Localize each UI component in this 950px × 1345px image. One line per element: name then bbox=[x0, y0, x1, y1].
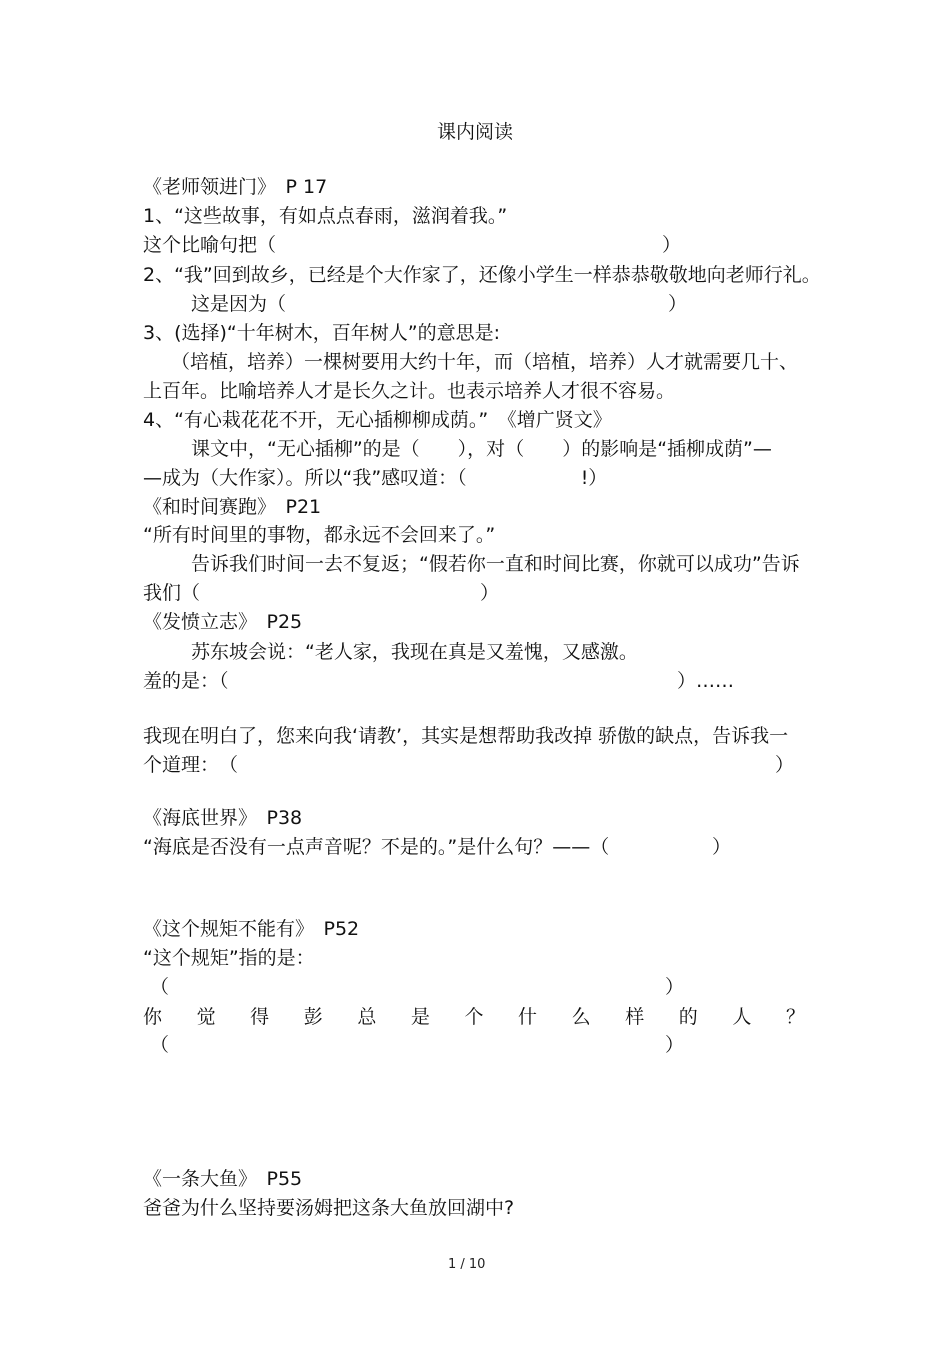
answer-blank-open: 我们（ bbox=[143, 582, 201, 604]
lesson-heading-rule: 《这个规矩不能有》 P52 bbox=[143, 918, 360, 940]
question-char: 总 bbox=[357, 1006, 377, 1028]
question-char: 彭 bbox=[303, 1006, 323, 1028]
question-text: 告诉我们时间一去不复返；“假若你一直和时间比赛，你就可以成功”告诉 bbox=[191, 553, 800, 575]
answer-blank-open: 个道理： （ bbox=[143, 754, 239, 776]
page-number: 1 / 10 bbox=[448, 1257, 486, 1272]
answer-blank-close: ） bbox=[775, 754, 795, 776]
lesson-heading-ambition: 《发愤立志》 P25 bbox=[143, 611, 303, 633]
question-char: 你 bbox=[143, 1006, 163, 1028]
answer-blank-open: （ bbox=[150, 1034, 170, 1056]
quote-text: “所有时间里的事物，都永远不会回来了。” bbox=[143, 524, 496, 546]
question-char: 么 bbox=[571, 1006, 591, 1028]
question-char: ？ bbox=[785, 1006, 805, 1028]
lesson-heading-fish: 《一条大鱼》 P55 bbox=[143, 1168, 303, 1190]
question-3-text: （培植，培养）一棵树要用大约十年，而（培植，培养）人才就需要几十、 bbox=[171, 351, 799, 373]
answer-blank-close: ） bbox=[668, 293, 688, 315]
lesson-heading-teacher: 《老师领进门》 P 17 bbox=[143, 176, 328, 198]
question-4: 4、“有心栽花花不开，无心插柳柳成荫。” 《增广贤文》 bbox=[143, 409, 612, 431]
answer-blank-close: ） bbox=[662, 234, 682, 256]
question-2: 2、“我”回到故乡，已经是个大作家了，还像小学生一样恭恭敬敬地向老师行礼。 bbox=[143, 264, 821, 286]
question-3: 3、(选择)“十年树木，百年树人”的意思是: bbox=[143, 322, 501, 344]
answer-blank-close: ） bbox=[665, 1034, 685, 1056]
question-text: 爸爸为什么坚持要汤姆把这条大鱼放回湖中? bbox=[143, 1197, 515, 1219]
quote-text: 苏东坡会说：“老人家，我现在真是又羞愧，又感激。 bbox=[191, 641, 638, 663]
answer-blank-open: 羞的是：（ bbox=[143, 670, 229, 692]
question-char: 觉 bbox=[196, 1006, 216, 1028]
question-char: 的 bbox=[678, 1006, 698, 1028]
answer-blank-close: ） bbox=[480, 582, 500, 604]
answer-blank-open: 这是因为（ bbox=[191, 293, 287, 315]
lesson-heading-seabed: 《海底世界》 P38 bbox=[143, 807, 303, 829]
answer-blank-close: ） bbox=[665, 976, 685, 998]
question-1: 1、“这些故事，有如点点春雨，滋润着我。” bbox=[143, 205, 508, 227]
question-spread bbox=[143, 1005, 805, 1029]
question-4-text: —成为（大作家）。所以“我”感叹道：（ !） bbox=[143, 467, 608, 489]
lesson-heading-race: 《和时间赛跑》 P21 bbox=[143, 496, 322, 518]
question-char: 人 bbox=[732, 1006, 752, 1028]
answer-blank-open: （ bbox=[150, 976, 170, 998]
quote-text: 我现在明白了，您来向我‘请教’，其实是想帮助我改掉 骄傲的缺点，告诉我一 bbox=[143, 725, 789, 747]
answer-blank-close: ）…… bbox=[677, 670, 735, 692]
question-char: 个 bbox=[464, 1006, 484, 1028]
answer-blank-open: 这个比喻句把（ bbox=[143, 234, 277, 256]
question-text: “海底是否没有一点声音呢？不是的。”是什么句？——（ bbox=[143, 836, 610, 858]
question-3-text: 上百年。比喻培养人才是长久之计。也表示培养人才很不容易。 bbox=[143, 380, 676, 402]
answer-blank-close: ） bbox=[712, 836, 732, 858]
question-char: 什 bbox=[518, 1006, 538, 1028]
question-text: “这个规矩”指的是： bbox=[143, 947, 315, 969]
question-4-text: 课文中，“无心插柳”的是（ ），对（ ）的影响是“插柳成荫”— bbox=[191, 438, 772, 460]
question-char: 得 bbox=[250, 1006, 270, 1028]
question-char: 是 bbox=[410, 1006, 430, 1028]
question-char: 样 bbox=[625, 1006, 645, 1028]
page-title: 课内阅读 bbox=[437, 121, 514, 143]
